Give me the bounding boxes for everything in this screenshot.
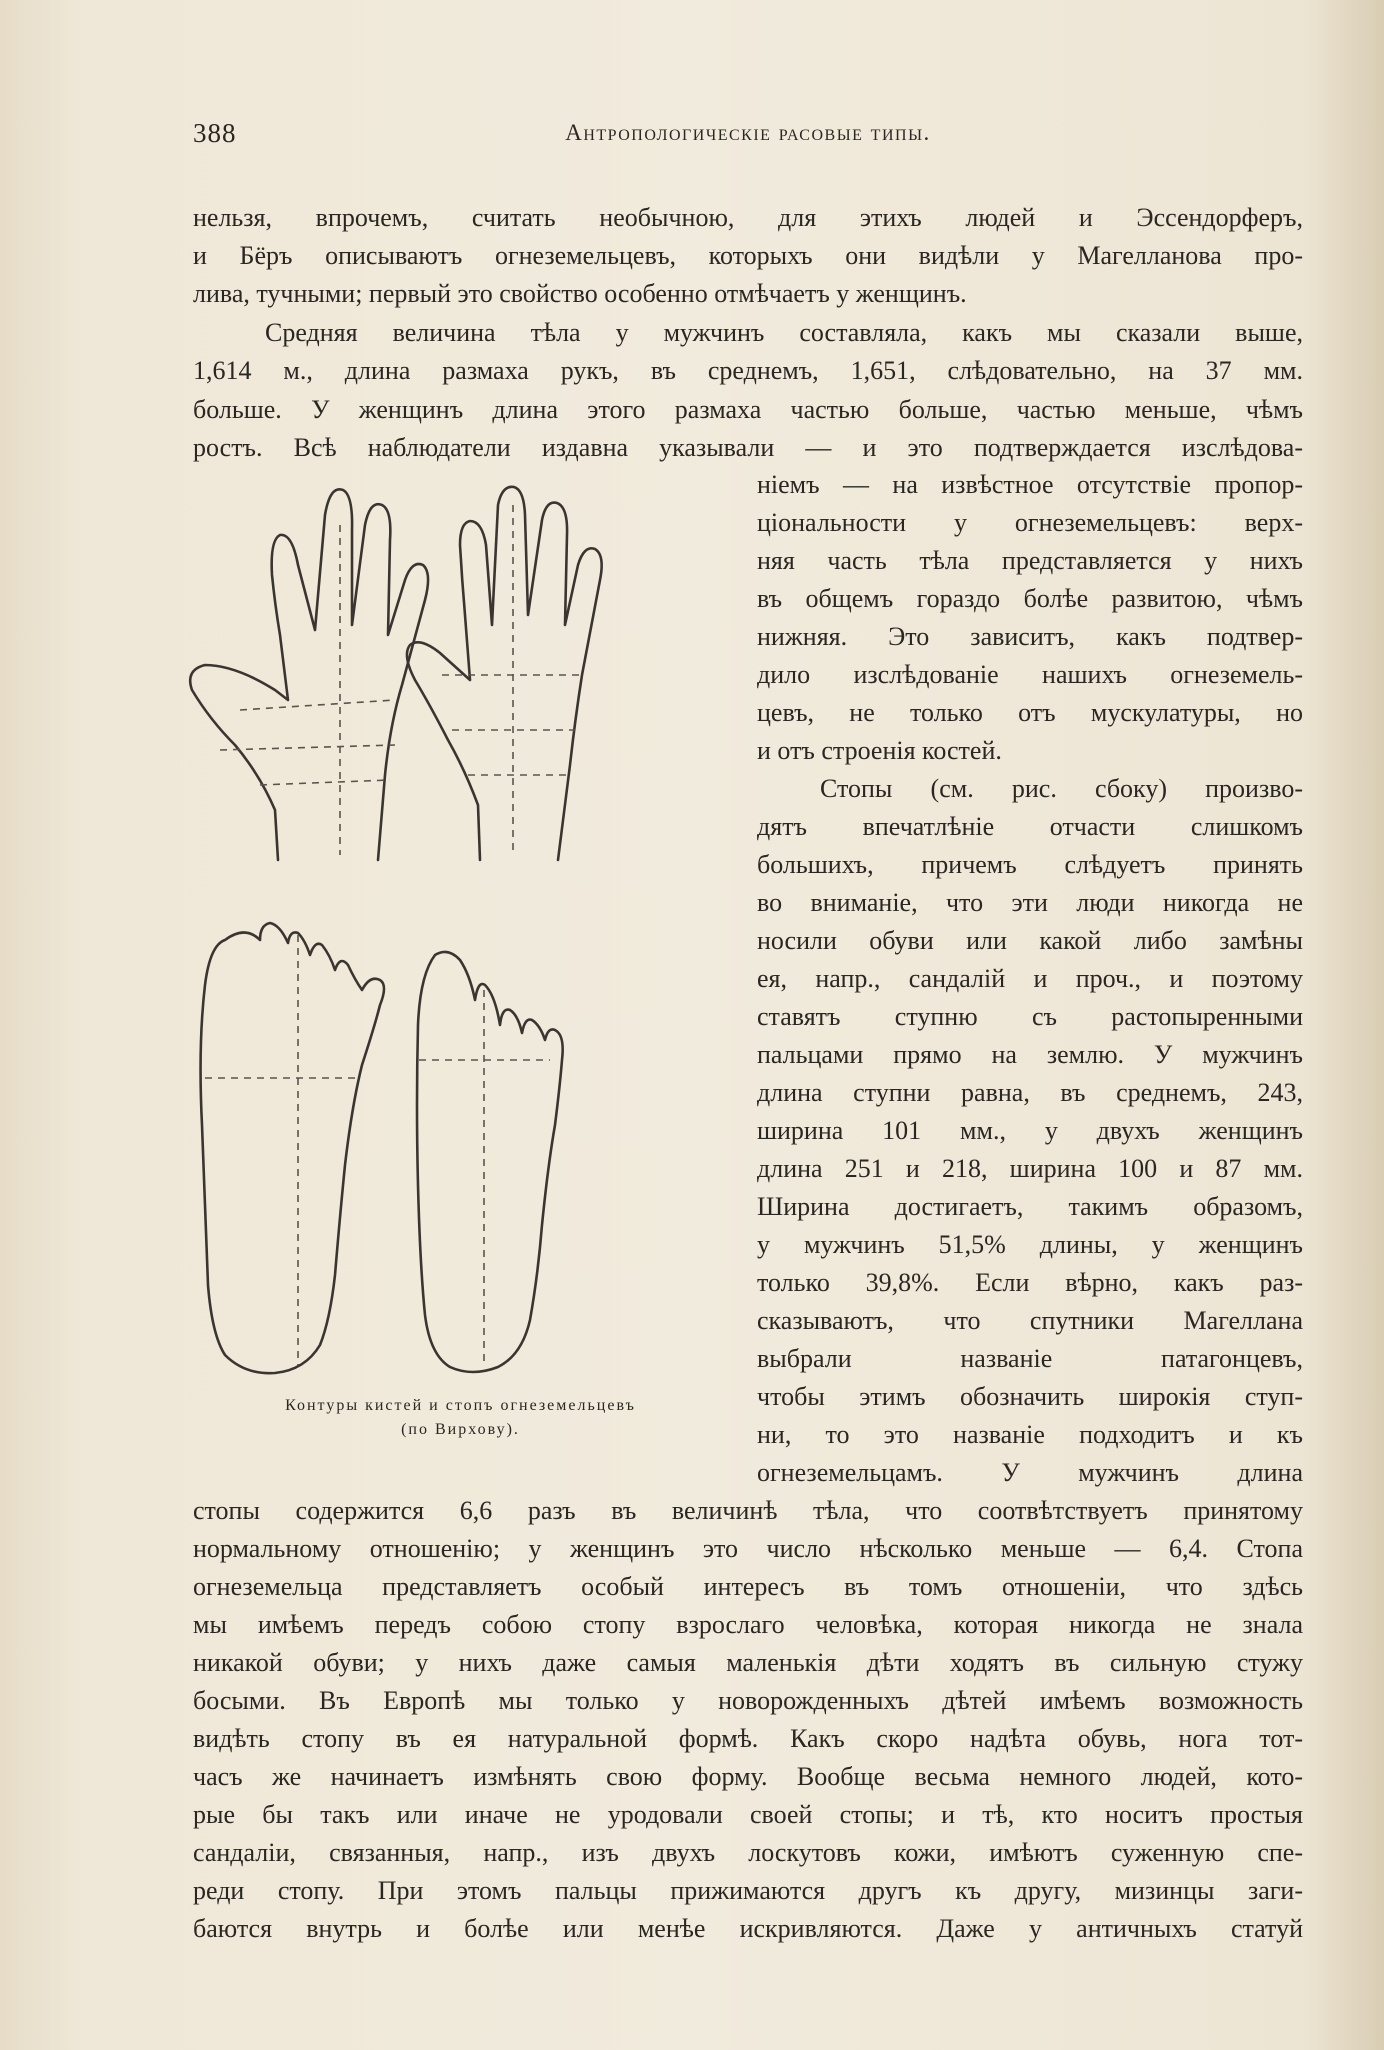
text-line: ніемъ — на извѣстное отсутствіе пропор- [757, 470, 1303, 499]
text-line: лива, тучными; первый это свойство особенно отмѣчаетъ у женщинъ. [193, 279, 967, 308]
figure-caption: Контуры кистей и стопъ огнеземельцевъ [285, 1397, 636, 1414]
text-line: пальцами прямо на землю. У мужчинъ [757, 1040, 1303, 1069]
text-line: и отъ строенія костей. [757, 736, 1002, 765]
text-line: выбрали названіе патагонцевъ, [757, 1344, 1303, 1373]
right-foot-outline [417, 952, 563, 1372]
text-line: рые бы такъ или иначе не уродовали своей стопы; и тѣ, кто носитъ простыя [193, 1800, 1303, 1829]
text-line: сандаліи, связанныя, напр., изъ двухъ лоскутовъ кожи, имѣютъ суженную спе- [193, 1838, 1303, 1867]
text-line: огнеземельцамъ. У мужчинъ длина [757, 1458, 1303, 1487]
text-line: часъ же начинаетъ измѣнять свою форму. Вообще весьма немного людей, кото- [193, 1762, 1303, 1791]
text-line: сказываютъ, что спутники Магеллана [757, 1306, 1303, 1335]
text-line: только 39,8%. Если вѣрно, какъ раз- [757, 1268, 1303, 1297]
text-line: во вниманіе, что эти люди никогда не [757, 888, 1303, 917]
text-line: дятъ впечатлѣніе отчасти слишкомъ [757, 812, 1303, 841]
text-line: няя часть тѣла представляется у нихъ [757, 546, 1303, 575]
text-line: носили обуви или какой либо замѣны [757, 926, 1303, 955]
text-line: ни, то это названіе подходитъ и къ [757, 1420, 1303, 1449]
page-number: 388 [193, 118, 237, 148]
page-header [193, 118, 1303, 158]
text-line: нижняя. Это зависитъ, какъ подтвер- [757, 622, 1303, 651]
text-line: баются внутрь и болѣе или менѣе искривляются. Даже у античныхъ статуй [193, 1914, 1303, 1943]
text-line: нельзя, впрочемъ, считать необычною, для этихъ людей и Эссендорферъ, [193, 203, 1303, 232]
text-line: цевъ, не только отъ мускулатуры, но [757, 698, 1303, 727]
text-line: у мужчинъ 51,5% длины, у женщинъ [757, 1230, 1303, 1259]
text-line: мы имѣемъ передъ собою стопу взрослаго человѣка, которая никогда не знала [193, 1610, 1303, 1639]
left-hand-outline [190, 489, 428, 860]
text-line: ширина 101 мм., у двухъ женщинъ [757, 1116, 1303, 1145]
text-line: реди стопу. При этомъ пальцы прижимаются другъ къ другу, мизинцы заги- [193, 1876, 1303, 1905]
text-line: ставятъ ступню съ растопыренными [757, 1002, 1303, 1031]
text-line: 1,614 м., длина размаха рукъ, въ среднемъ, 1,651, слѣдовательно, на 37 мм. [193, 356, 1303, 385]
text-line: босыми. Въ Европѣ мы только у новорожденныхъ дѣтей имѣемъ возможность [193, 1686, 1303, 1715]
text-line: въ общемъ гораздо болѣе развитою, чѣмъ [757, 584, 1303, 613]
text-line: видѣть стопу въ ея натуральной формѣ. Какъ скоро надѣта обувь, нога тот- [193, 1724, 1303, 1753]
text-line: огнеземельца представляетъ особый интересъ въ томъ отношеніи, что здѣсь [193, 1572, 1303, 1601]
text-line: ея, напр., сандалій и проч., и поэтому [757, 964, 1303, 993]
text-line: чтобы этимъ обозначить широкія ступ- [757, 1382, 1303, 1411]
text-line: нормальному отношенію; у женщинъ это число нѣсколько меньше — 6,4. Стопа [193, 1534, 1303, 1563]
figure-caption-credit: (по Вирхову). [401, 1421, 520, 1438]
text-line: ціональности у огнеземельцевъ: верх- [757, 508, 1303, 537]
text-line: Стопы (см. рис. сбоку) произво- [820, 774, 1303, 803]
text-line: длина 251 и 218, ширина 100 и 87 мм. [757, 1154, 1303, 1183]
text-line: никакой обуви; у нихъ даже самыя маленькія дѣти ходятъ въ сильную стужу [193, 1648, 1303, 1677]
text-line: ростъ. Всѣ наблюдатели издавна указывали — и это подтверждается изслѣдова- [193, 433, 1303, 462]
text-line: Ширина достигаетъ, такимъ образомъ, [757, 1192, 1303, 1221]
text-line: дило изслѣдованіе нашихъ огнеземель- [757, 660, 1303, 689]
hand-foot-outlines-figure [180, 485, 745, 1385]
running-head: Антропологическіе расовые типы. [565, 120, 931, 145]
text-line: Средняя величина тѣла у мужчинъ составляла, какъ мы сказали выше, [265, 318, 1303, 347]
left-foot-outline [201, 923, 384, 1373]
text-line: длина ступни равна, въ среднемъ, 243, [757, 1078, 1303, 1107]
text-line: большихъ, причемъ слѣдуетъ принять [757, 850, 1303, 879]
text-line: и Бёръ описываютъ огнеземельцевъ, которыхъ они видѣли у Магелланова про- [193, 241, 1303, 270]
right-hand-outline [407, 487, 602, 860]
text-line: стопы содержится 6,6 разъ въ величинѣ тѣла, что соотвѣтствуетъ принятому [193, 1496, 1303, 1525]
text-line: больше. У женщинъ длина этого размаха частью больше, частью меньше, чѣмъ [193, 395, 1303, 424]
